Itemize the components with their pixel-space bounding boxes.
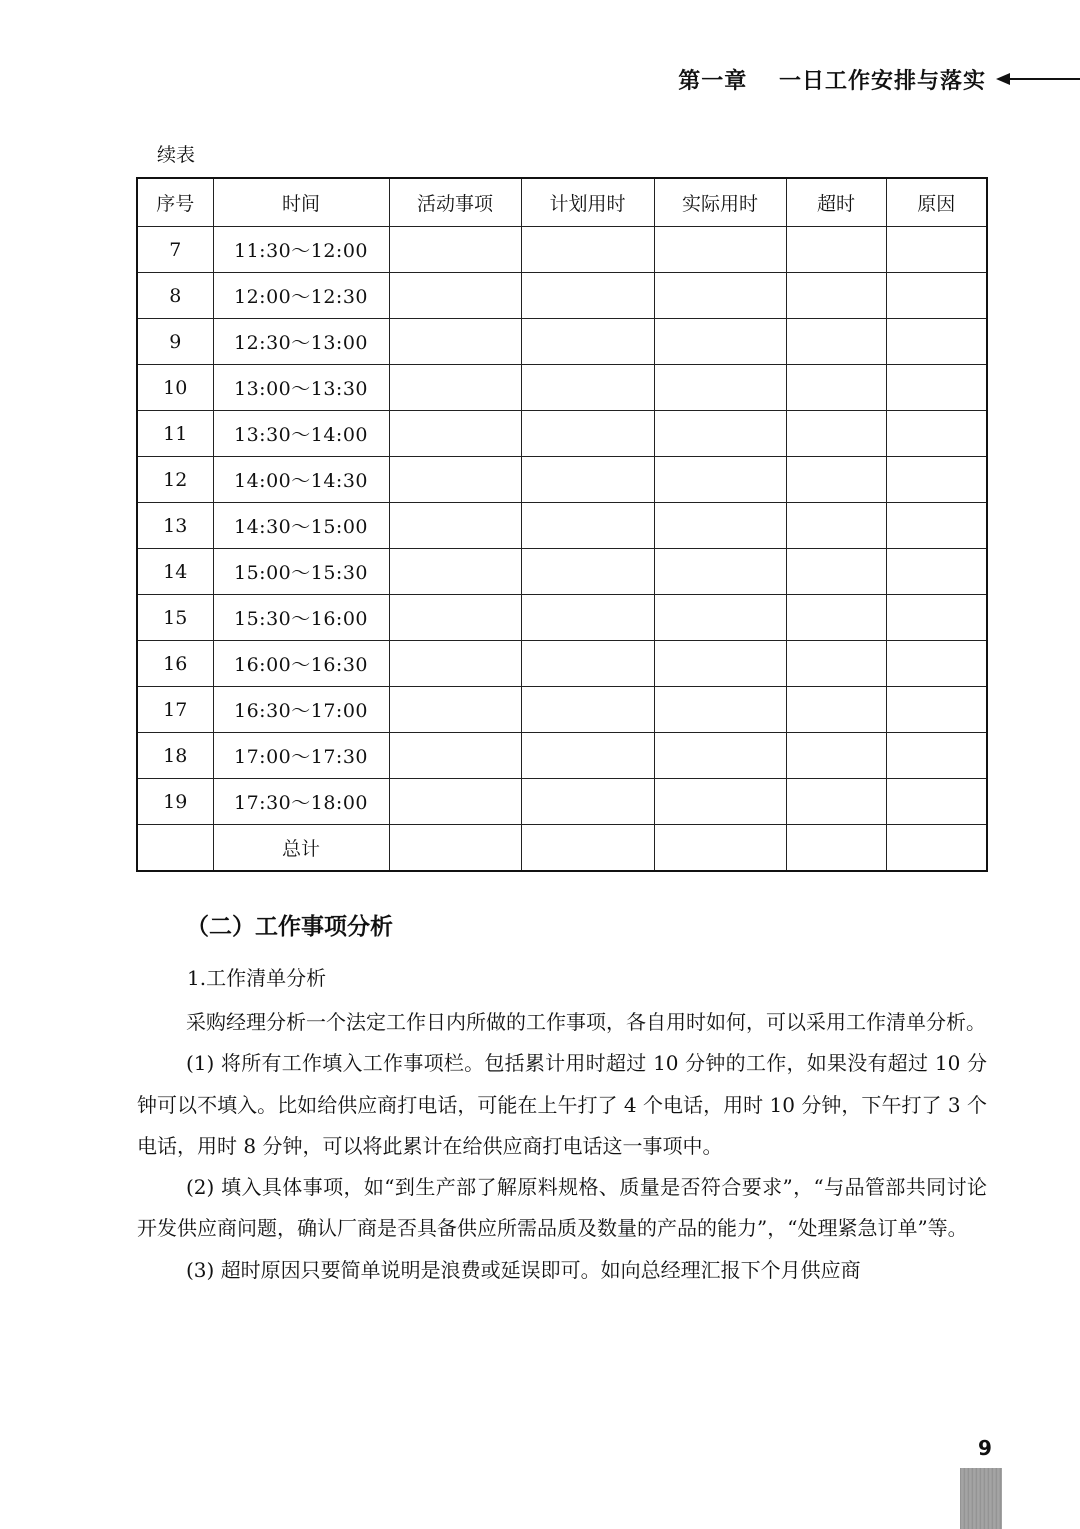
empty-cell [786, 319, 886, 365]
paragraph: (3) 超时原因只要简单说明是浪费或延误即可。如向总经理汇报下个月供应商 [186, 1257, 861, 1282]
page-number: 9 [978, 1436, 992, 1460]
time-slot: 13:30～14:00 [213, 411, 389, 457]
time-log-table [136, 177, 988, 872]
empty-cell [786, 365, 886, 411]
empty-cell [521, 825, 654, 872]
empty-cell [521, 227, 654, 273]
time-slot: 12:00～12:30 [213, 273, 389, 319]
empty-cell [886, 365, 987, 411]
arrow-left-icon [996, 69, 1080, 89]
empty-cell [786, 503, 886, 549]
subsection-heading: 1.工作清单分析 [187, 966, 327, 990]
empty-cell [886, 503, 987, 549]
empty-cell [521, 687, 654, 733]
row-number: 16 [137, 641, 213, 687]
empty-cell [521, 365, 654, 411]
empty-cell [886, 273, 987, 319]
empty-cell [389, 825, 521, 872]
empty-cell [654, 319, 786, 365]
empty-cell [521, 503, 654, 549]
empty-cell [521, 733, 654, 779]
row-number: 19 [137, 779, 213, 825]
table-row [137, 273, 987, 319]
time-slot: 17:00～17:30 [213, 733, 389, 779]
table-row [137, 227, 987, 273]
empty-cell [886, 641, 987, 687]
empty-cell [521, 549, 654, 595]
empty-cell [654, 365, 786, 411]
table-row [137, 549, 987, 595]
empty-cell [654, 687, 786, 733]
empty-cell [654, 411, 786, 457]
empty-cell [389, 595, 521, 641]
column-header: 实际用时 [654, 178, 786, 227]
row-number: 17 [137, 687, 213, 733]
empty-cell [521, 273, 654, 319]
column-header: 原因 [886, 178, 987, 227]
empty-cell [389, 457, 521, 503]
time-slot: 14:00～14:30 [213, 457, 389, 503]
empty-cell [786, 411, 886, 457]
time-slot: 16:30～17:00 [213, 687, 389, 733]
time-slot: 11:30～12:00 [213, 227, 389, 273]
time-slot: 14:30～15:00 [213, 503, 389, 549]
empty-cell [886, 549, 987, 595]
table-row [137, 595, 987, 641]
empty-cell [389, 733, 521, 779]
empty-cell [654, 595, 786, 641]
section-heading: （二）工作事项分析 [186, 914, 393, 940]
table-row [137, 365, 987, 411]
empty-cell [521, 779, 654, 825]
time-slot: 13:00～13:30 [213, 365, 389, 411]
empty-cell [886, 411, 987, 457]
empty-cell [654, 779, 786, 825]
empty-cell [886, 687, 987, 733]
time-slot: 15:00～15:30 [213, 549, 389, 595]
empty-cell [389, 319, 521, 365]
empty-cell [389, 503, 521, 549]
time-slot: 16:00～16:30 [213, 641, 389, 687]
row-number: 18 [137, 733, 213, 779]
table-row [137, 503, 987, 549]
empty-cell [886, 457, 987, 503]
empty-cell [786, 227, 886, 273]
row-number: 14 [137, 549, 213, 595]
column-header: 时间 [213, 178, 389, 227]
empty-cell [389, 273, 521, 319]
empty-cell [886, 595, 987, 641]
column-header: 计划用时 [521, 178, 654, 227]
table-caption: 续表 [157, 144, 196, 166]
row-number: 7 [137, 227, 213, 273]
empty-cell [786, 825, 886, 872]
row-number: 13 [137, 503, 213, 549]
empty-cell [389, 641, 521, 687]
empty-cell [389, 549, 521, 595]
table-row [137, 733, 987, 779]
empty-cell [654, 641, 786, 687]
row-number: 9 [137, 319, 213, 365]
table-row [137, 779, 987, 825]
row-number: 10 [137, 365, 213, 411]
table-total-row [137, 825, 987, 872]
running-header [678, 62, 1080, 96]
empty-cell [521, 595, 654, 641]
empty-cell [654, 549, 786, 595]
time-slot: 17:30～18:00 [213, 779, 389, 825]
empty-cell [654, 825, 786, 872]
column-header: 序号 [137, 178, 213, 227]
paragraph: 采购经理分析一个法定工作日内所做的工作事项，各自用时如何，可以采用工作清单分析。 [186, 1010, 986, 1034]
empty-cell [786, 595, 886, 641]
empty-cell [389, 411, 521, 457]
table-row [137, 457, 987, 503]
table-row [137, 641, 987, 687]
empty-cell [886, 825, 987, 872]
empty-cell [654, 503, 786, 549]
total-label: 总计 [213, 825, 389, 872]
table-row [137, 411, 987, 457]
empty-cell [786, 457, 886, 503]
empty-cell [886, 319, 987, 365]
column-header: 超时 [786, 178, 886, 227]
empty-cell [786, 687, 886, 733]
time-slot: 15:30～16:00 [213, 595, 389, 641]
table-header-row [137, 178, 987, 227]
paragraph: (1) 将所有工作填入工作事项栏。包括累计用时超过 10 分钟的工作，如果没有超过 10 分钟可以不填入。比如给供应商打电话，可能在上午打了 4 个电话，用时 10 分钟，下午打了 3 个电话，用时 8 分钟，可以将此累计在给供应商打电话这一事项中。 [137, 1051, 987, 1158]
table-row [137, 319, 987, 365]
row-number: 12 [137, 457, 213, 503]
empty-cell [389, 779, 521, 825]
chapter-label: 第一章 一日工作安排与落实 [678, 68, 986, 94]
table-row [137, 687, 987, 733]
empty-cell [389, 227, 521, 273]
body-text [137, 1002, 987, 1291]
empty-cell [886, 733, 987, 779]
empty-cell [886, 779, 987, 825]
column-header: 活动事项 [389, 178, 521, 227]
row-number: 15 [137, 595, 213, 641]
empty-cell [654, 227, 786, 273]
empty-cell [137, 825, 213, 872]
empty-cell [786, 273, 886, 319]
row-number: 8 [137, 273, 213, 319]
empty-cell [521, 319, 654, 365]
empty-cell [521, 457, 654, 503]
empty-cell [654, 733, 786, 779]
paragraph: (2) 填入具体事项，如“到生产部了解原料规格、质量是否符合要求”，“与品管部共同讨论开发供应商问题，确认厂商是否具备供应所需品质及数量的产品的能力”，“处理紧急订单”等。 [137, 1175, 987, 1241]
page-edge-tab [960, 1468, 1002, 1529]
empty-cell [786, 641, 886, 687]
empty-cell [786, 733, 886, 779]
empty-cell [389, 365, 521, 411]
empty-cell [654, 273, 786, 319]
empty-cell [786, 779, 886, 825]
time-slot: 12:30～13:00 [213, 319, 389, 365]
empty-cell [389, 687, 521, 733]
empty-cell [786, 549, 886, 595]
empty-cell [521, 641, 654, 687]
empty-cell [886, 227, 987, 273]
row-number: 11 [137, 411, 213, 457]
empty-cell [521, 411, 654, 457]
empty-cell [654, 457, 786, 503]
